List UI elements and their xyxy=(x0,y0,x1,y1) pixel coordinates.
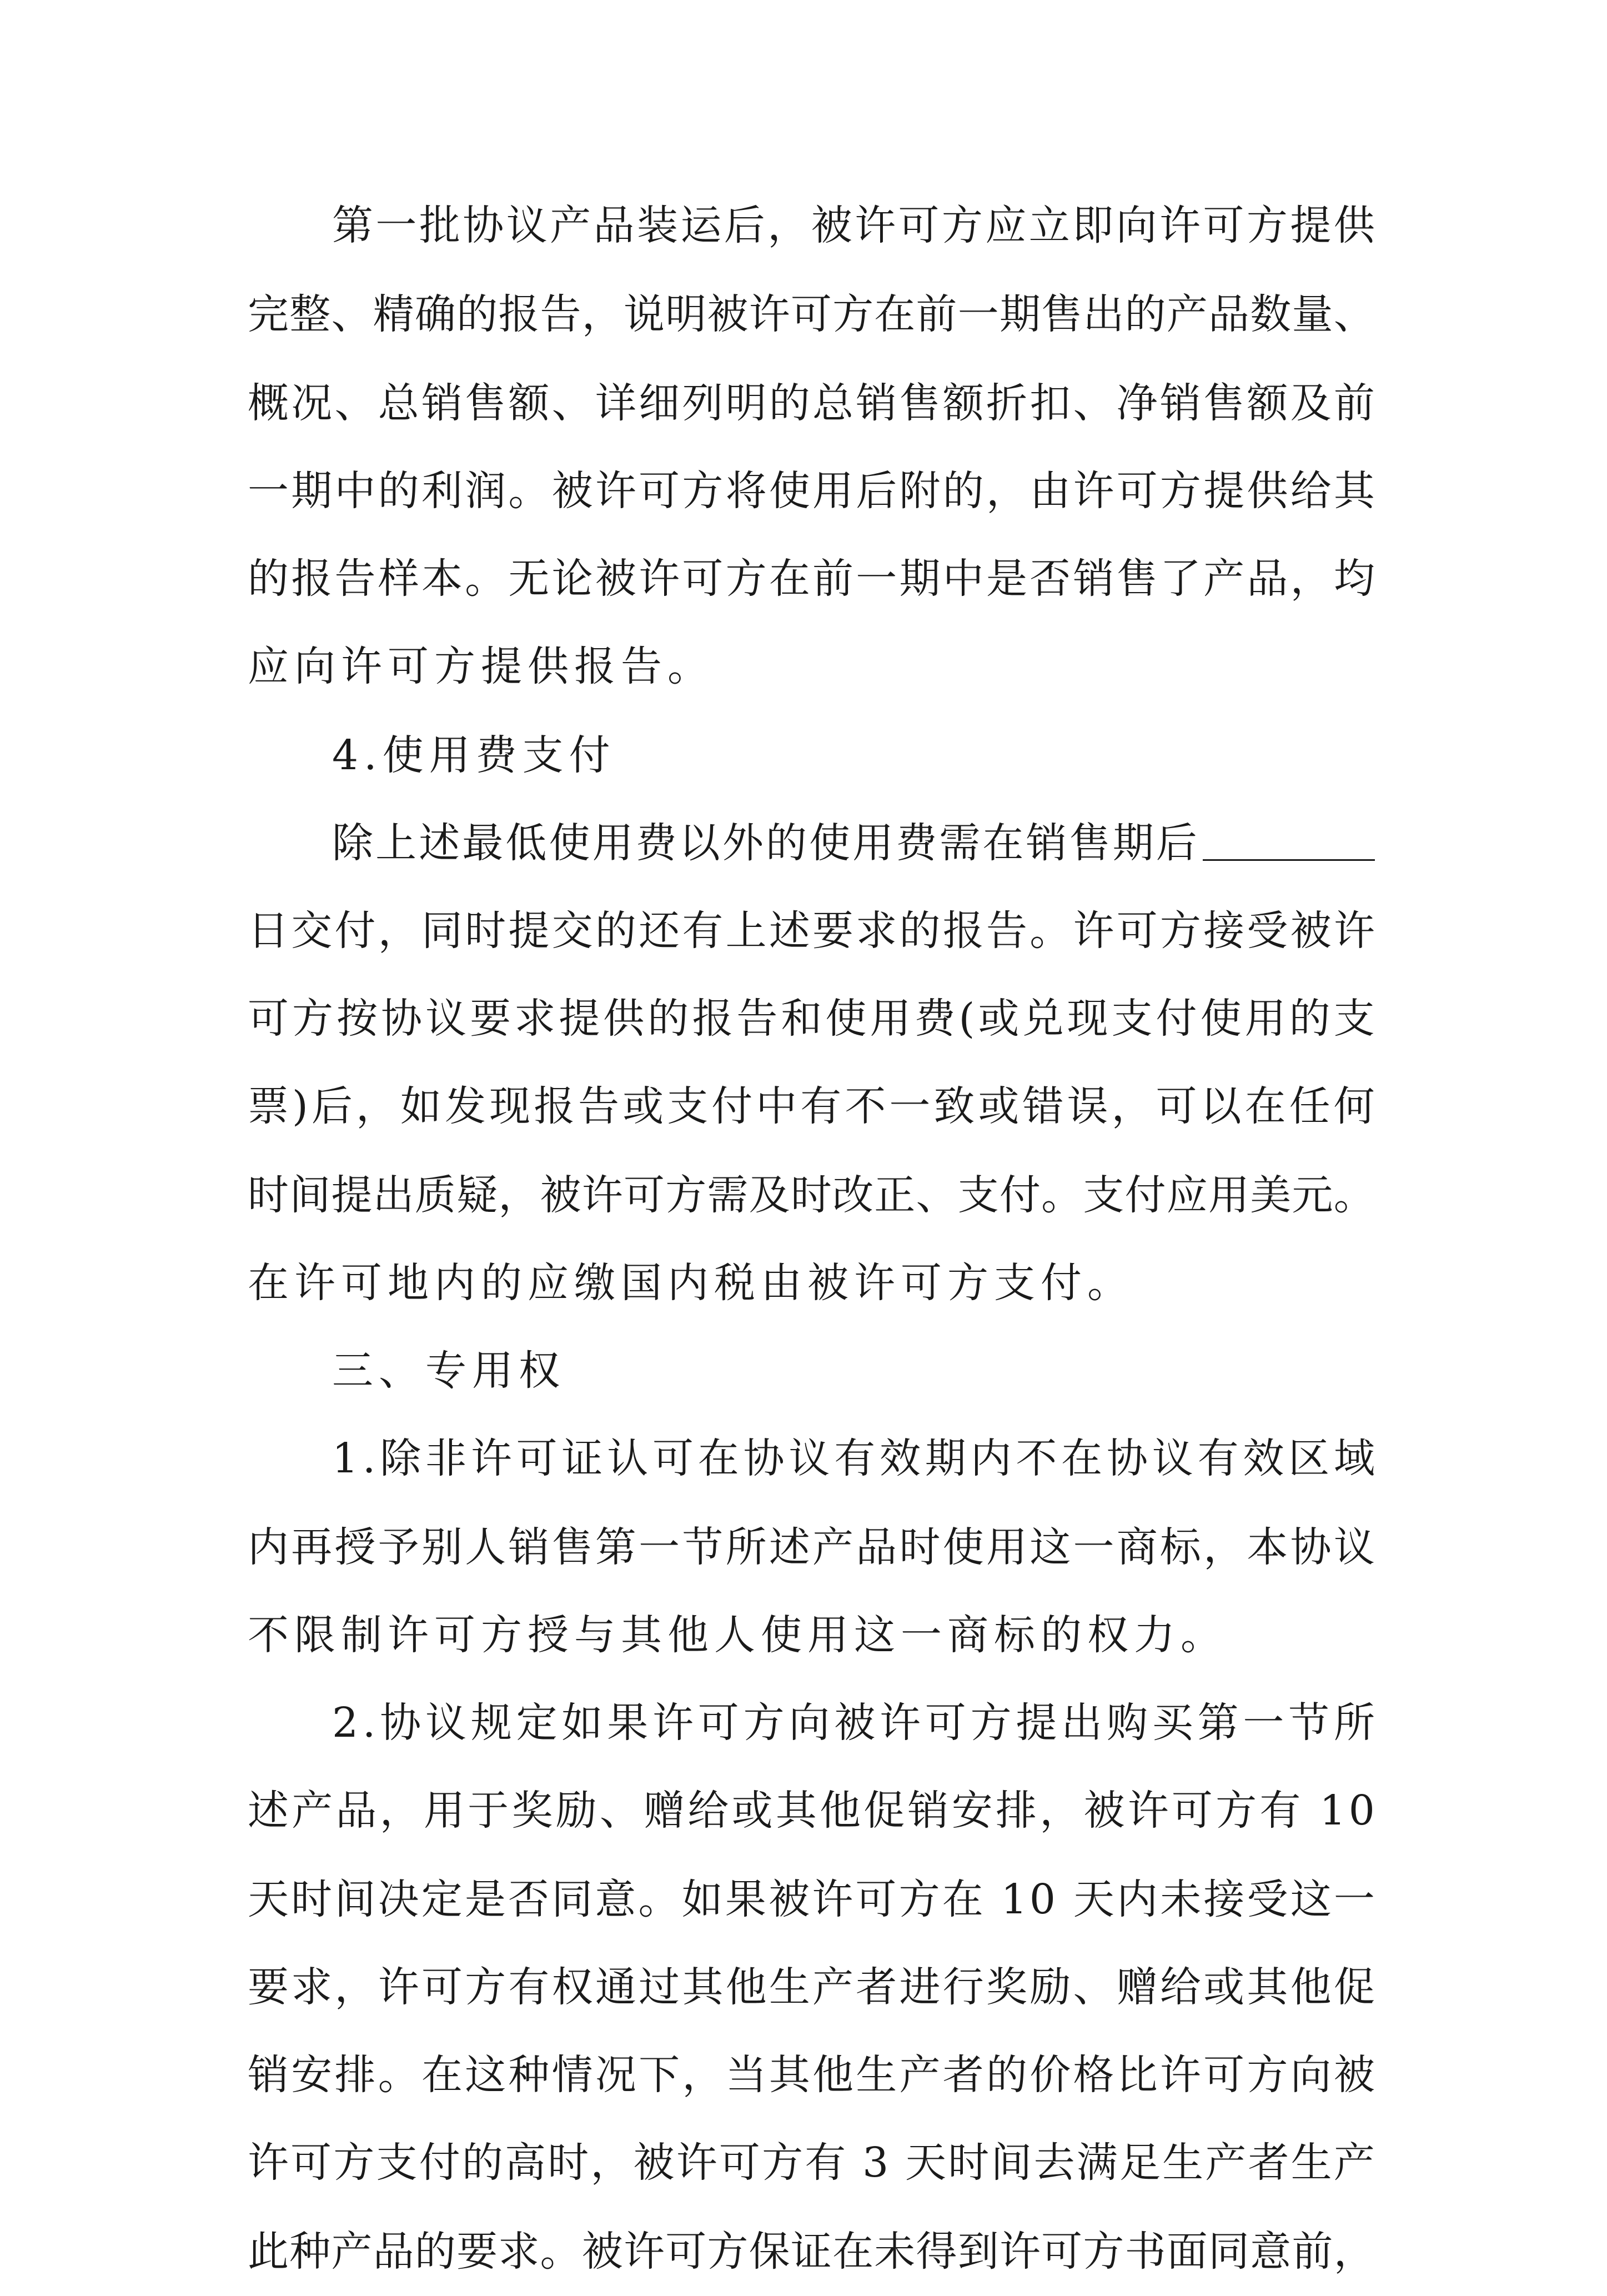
section-heading-exclusive-rights: 三、专用权 xyxy=(332,1347,565,1395)
text-line-15: 1 . 除 非 许 可 证 认 可 在 协 议 有 效 期 内 不 在 协 议 有 效 区 域 xyxy=(332,1435,1375,1482)
text-line-1: 第 一 批 协 议 产 品 装 运 后 ， 被 许 可 方 应 立 即 向 许 可 方 提 供 xyxy=(332,202,1375,249)
text-line-22: 销 安 排 。 在 这 种 情 况 下 ， 当 其 他 生 产 者 的 价 格 比 许 可 方 向 被 xyxy=(248,2051,1375,2099)
text-line-19: 述 产 品 ， 用 于 奖 励 、 赠 给 或 其 他 促 销 安 排 ， 被 许 可 方 有 1 0 xyxy=(248,1787,1375,1834)
text-line-12: 时 间 提 出 质 疑 ， 被 许 可 方 需 及 时 改 正 、 支 付 。 支 付 应 用 美 元 。 xyxy=(248,1171,1375,1219)
text-line-6: 应向许可方提供报告。 xyxy=(248,643,714,690)
text-line-24: 此 种 产 品 的 要 求 。 被 许 可 方 保 证 在 未 得 到 许 可 方 书 面 同 意 前 ， xyxy=(248,2228,1375,2275)
text-line-3: 概 况 、 总 销 售 额 、 详 细 列 明 的 总 销 售 额 折 扣 、 净 销 售 额 及 前 xyxy=(248,379,1375,427)
text-line-17: 不限制许可方授与其他人使用这一商标的权力。 xyxy=(248,1611,1227,1659)
fill-in-blank-line xyxy=(1203,859,1375,861)
text-line-4: 一 期 中 的 利 润 。 被 许 可 方 将 使 用 后 附 的 ， 由 许 可 方 提 供 给 其 xyxy=(248,467,1375,515)
text-line-20: 天 时 间 决 定 是 否 同 意 。 如 果 被 许 可 方 在 1 0 天 内 未 接 受 这 一 xyxy=(248,1876,1375,1923)
text-line-5: 的 报 告 样 本 。 无 论 被 许 可 方 在 前 一 期 中 是 否 销 售 了 产 品 ， 均 xyxy=(248,555,1375,603)
text-line-13: 在许可地内的应缴国内税由被许可方支付。 xyxy=(248,1259,1134,1307)
text-line-23: 许 可 方 支 付 的 高 时 ， 被 许 可 方 有 3 天 时 间 去 满 足 生 产 者 生 产 xyxy=(248,2139,1375,2187)
text-line-11: 票 ) 后 ， 如 发 现 报 告 或 支 付 中 有 不 一 致 或 错 误 ， 可 以 在 任 何 xyxy=(248,1082,1375,1130)
text-line-2: 完 整 、 精 确 的 报 告 ， 说 明 被 许 可 方 在 前 一 期 售 出 的 产 品 数 量 、 xyxy=(248,290,1375,338)
text-line-10: 可 方 按 协 议 要 求 提 供 的 报 告 和 使 用 费 ( 或 兑 现 支 付 使 用 的 支 xyxy=(248,995,1375,1042)
text-line-18: 2 . 协 议 规 定 如 果 许 可 方 向 被 许 可 方 提 出 购 买 第 一 节 所 xyxy=(332,1699,1375,1747)
text-line-9: 日 交 付 ， 同 时 提 交 的 还 有 上 述 要 求 的 报 告 。 许 可 方 接 受 被 许 xyxy=(248,907,1375,955)
text-line-21: 要 求 ， 许 可 方 有 权 通 过 其 他 生 产 者 进 行 奖 励 、 赠 给 或 其 他 促 xyxy=(248,1963,1375,2011)
text-line-8: 除 上 述 最 低 使 用 费 以 外 的 使 用 费 需 在 销 售 期 后 xyxy=(248,799,1375,888)
text-line-16: 内 再 授 予 别 人 销 售 第 一 节 所 述 产 品 时 使 用 这 一 商 标 ， 本 协 议 xyxy=(248,1523,1375,1571)
section-heading-usage-fee-payment: 4.使用费支付 xyxy=(332,731,616,779)
